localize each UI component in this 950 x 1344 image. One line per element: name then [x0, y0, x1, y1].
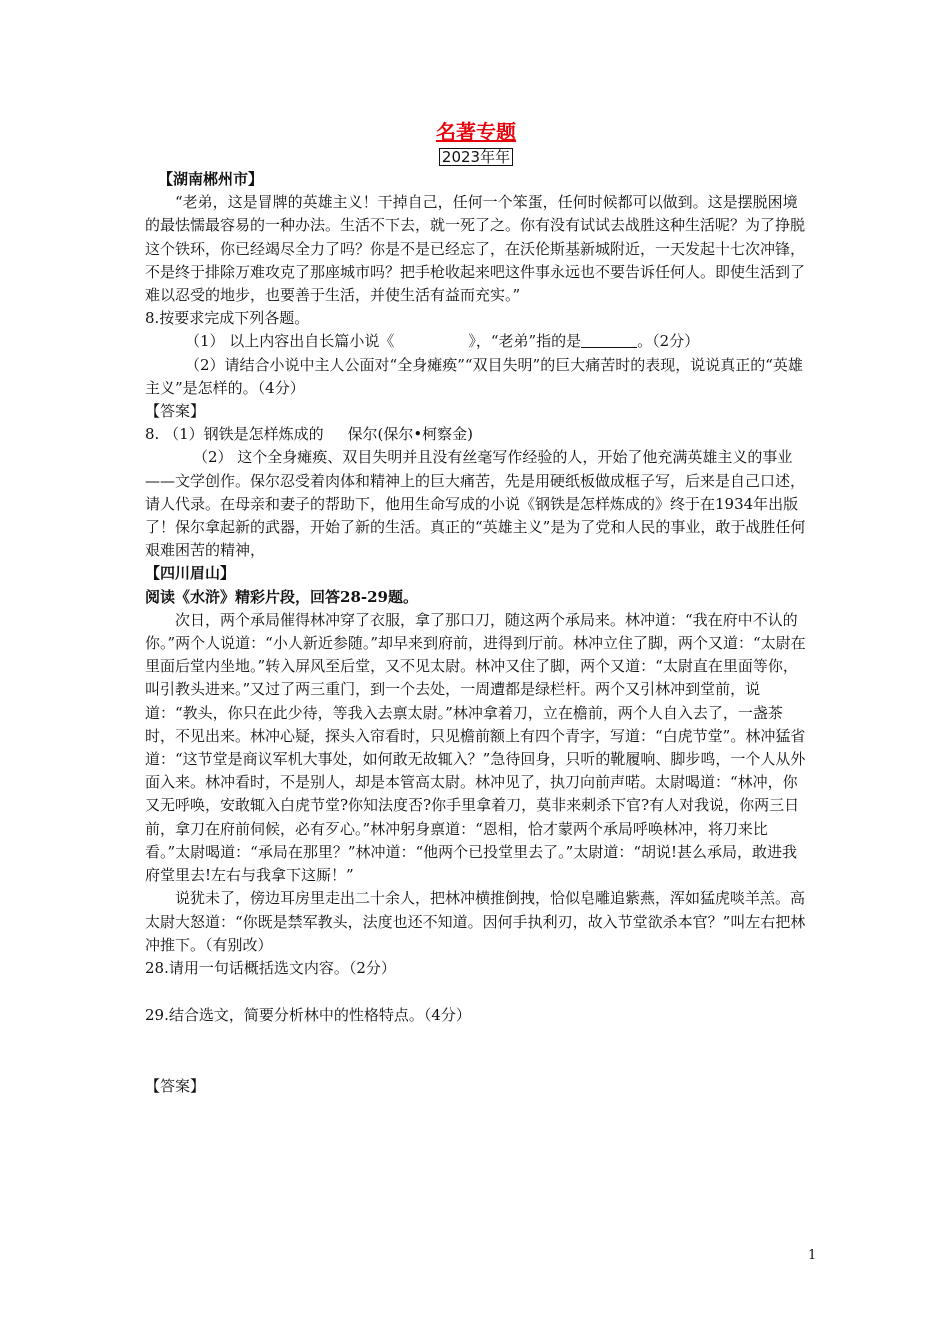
question-8-1-part-b: 》，“老弟”指的是: [468, 332, 582, 351]
answer-blank-line[interactable]: [581, 333, 637, 348]
year-label-wrap: [145, 146, 807, 168]
question-8-intro: 8.按要求完成下列各题。: [145, 309, 310, 328]
answer-8-2: （2） 这个全身瘫痪、双目失明并且没有丝毫写作经验的人，开始了他充满英雄主义的事业——文学创作。保尔忍受着肉体和精神上的巨大痛苦，先是用硬纸板做成框子写，后来是自己口述，请人代录。在母亲和妻子的帮助下，他用生命写成的小说《钢铁是怎样炼成的》终于在1934年出版了！保尔拿起新的武器，开始了新的生活。真正的“英雄主义”是为了党和人民的事业，敢于战胜任何艰难困苦的精神，: [145, 448, 806, 560]
section-heading-chenzhou: 【湖南郴州市】: [158, 170, 264, 188]
page-number: 1: [808, 1248, 817, 1263]
question-29: 29.结合选文，简要分析林中的性格特点。（4分）: [145, 1006, 471, 1025]
answer-label-1: 【答案】: [145, 402, 206, 421]
question-8-1-part-c: 。（2分）: [637, 332, 700, 351]
answer-8-1: 8. （1）钢铁是怎样炼成的 保尔(保尔•柯察金): [145, 425, 474, 444]
passage-shuihu-2: 说犹未了，傍边耳房里走出二十余人，把林冲横推倒拽，恰似皂雕追紫燕，浑如猛虎啖羊羔。高太尉大怒道：“你既是禁军教头，法度也还不知道。因何手执利刃，故入节堂欲杀本官？”叫左右把林冲推下。（有别改）: [145, 889, 806, 954]
year-label: 2023年年: [439, 148, 513, 166]
passage-steel: “老弟，这是冒牌的英雄主义！干掉自己，任何一个笨蛋，任何时候都可以做到。这是摆脱困境的最怯懦最容易的一种办法。生活不下去，就一死了之。你有没有试试去战胜这种生活呢？为了挣脱这个铁环，你已经竭尽全力了吗？你是不是已经忘了，在沃伦斯基新城附近，一天发起十七次冲锋，不是终于排除万难攻克了那座城市吗？把手枪收起来吧这件事永远也不要告诉任何人。即使生活到了难以忍受的地步，也要善于生活，并使生活有益而充实。”: [145, 193, 806, 305]
reading-instruction: 阅读《水浒》精彩片段，回答28-29题。: [145, 587, 418, 606]
question-8-1-part-a: （1） 以上内容出自长篇小说《: [185, 332, 395, 351]
answer-space-29[interactable]: [145, 1027, 807, 1075]
document-title: 名著专题: [436, 120, 516, 144]
answer-label-2: 【答案】: [145, 1077, 206, 1096]
question-28: 28.请用一句话概括选文内容。（2分）: [145, 958, 396, 977]
question-8-1: [145, 330, 807, 353]
answer-space-28[interactable]: [145, 980, 807, 1004]
question-8-2: （2）请结合小说中主人公面对“全身瘫痪”“双目失明”的巨大痛苦时的表现，说说真正的“英雄主义”是怎样的。（4分）: [145, 355, 803, 397]
section-heading-meishan: 【四川眉山】: [145, 564, 236, 583]
passage-shuihu-1: 次日，两个承局催得林冲穿了衣服，拿了那口刀，随这两个承局来。林冲道：“我在府中不认的你。”两个人说道：“小人新近参随。”却早来到府前，进得到厅前。林冲立住了脚，两个又道：“太尉在里面后堂内坐地。”转入屏风至后堂，又不见太尉。林冲又住了脚，两个又道：“太尉直在里面等你，叫引教头进来。”又过了两三重门，到一个去处，一周遭都是绿栏杆。两个又引林冲到堂前，说道：“教头，你只在此少待，等我入去禀太尉。”林冲拿着刀，立在檐前，两个人自入去了，一盏茶时，不见出来。林冲心疑，探头入帘看时，只见檐前额上有四个青字，写道：“白虎节堂”。林冲猛省道：“这节堂是商议军机大事处，如何敢无故辄入？”急待回身，只听的靴履响、脚步鸣，一个人从外面入来。林冲看时，不是别人，却是本管高太尉。林冲见了，执刀向前声喏。太尉喝道：“林冲，你又无呼唤，安敢辄入白虎节堂?你知法度否?你手里拿着刀，莫非来刺杀下官?有人对我说，你两三日前，拿刀在府前伺候，必有歹心。”林冲躬身禀道：“恩相，恰才蒙两个承局呼唤林冲，将刀来比看。”太尉喝道：“承局在那里？”林冲道：“他两个已投堂里去了。”太尉道：“胡说!甚么承局，敢进我府堂里去!左右与我拿下这厮！”: [145, 610, 806, 885]
document-page: [145, 118, 807, 1099]
